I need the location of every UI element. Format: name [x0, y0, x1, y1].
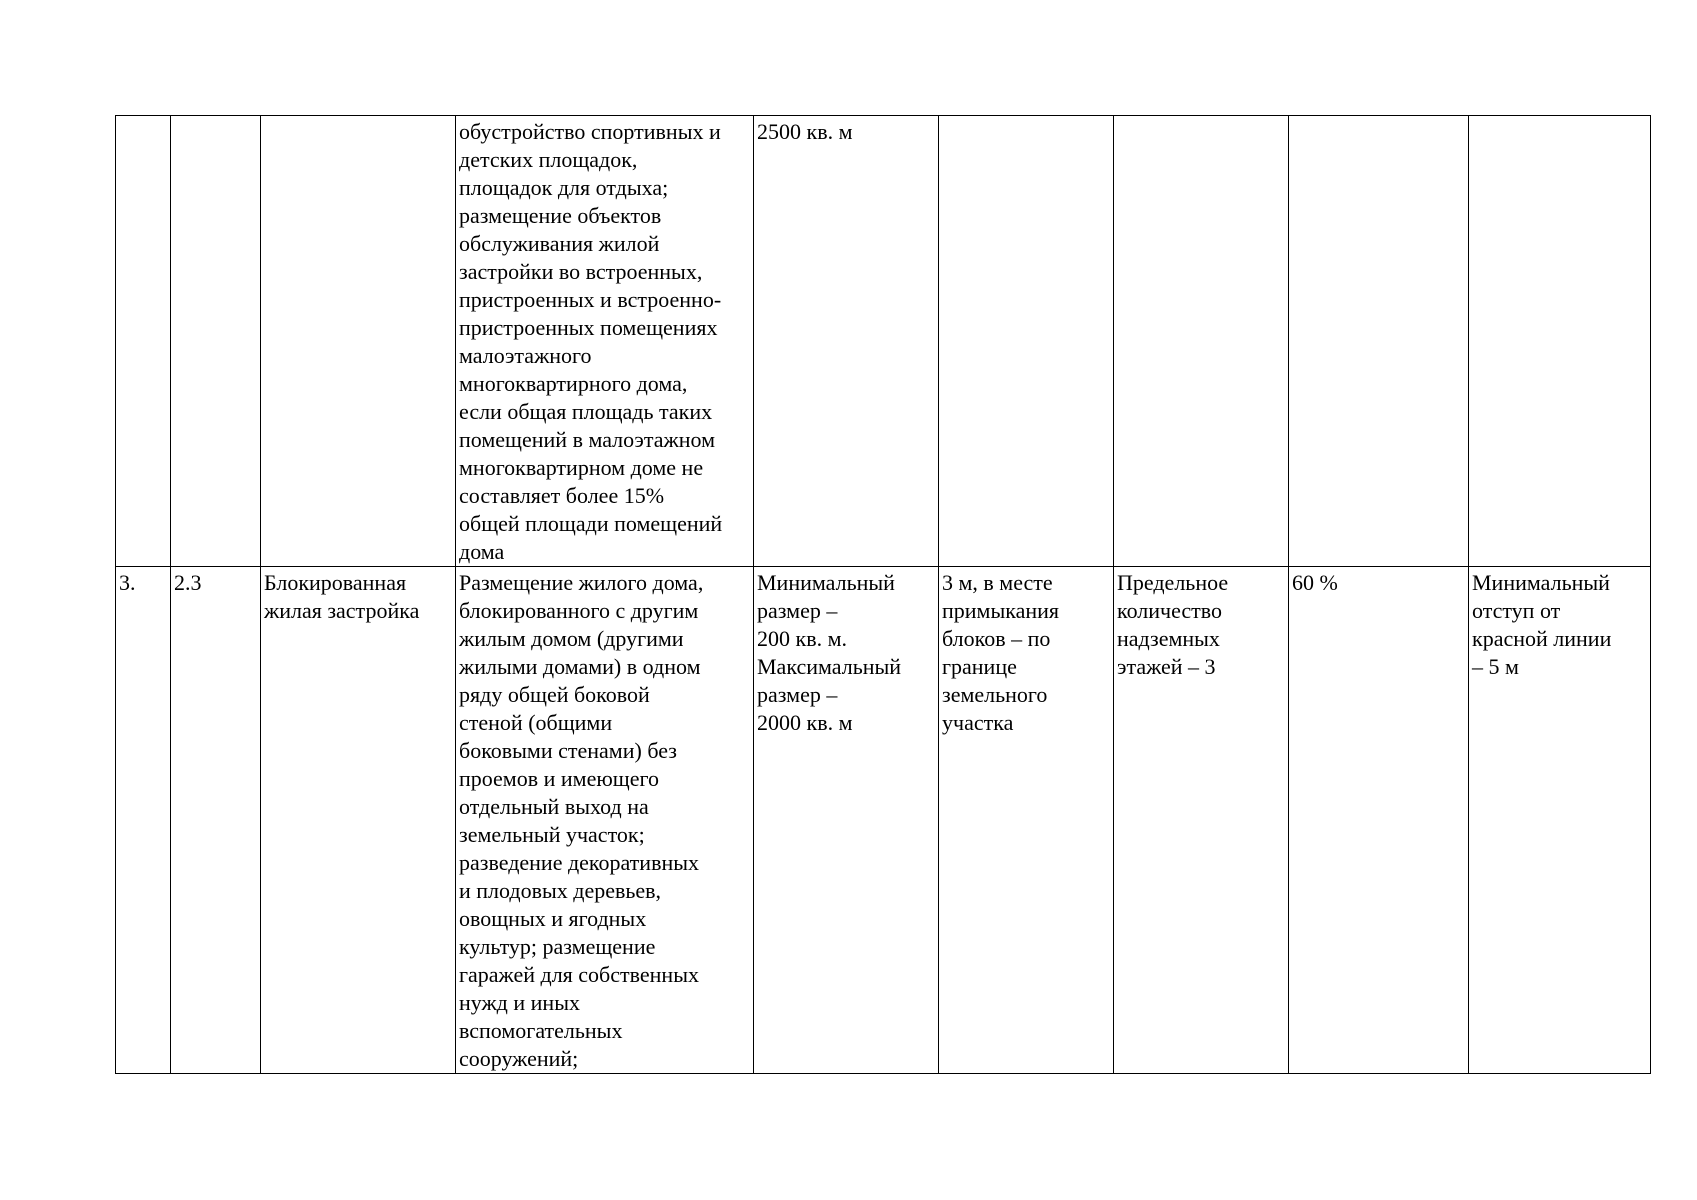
- cell-floors: [1114, 116, 1289, 567]
- text-line: помещений в малоэтажном: [459, 427, 715, 452]
- text-line: блоков – по: [942, 626, 1051, 651]
- text-line: пристроенных и встроенно-: [459, 287, 722, 312]
- cell-use-name: [261, 116, 456, 567]
- cell-floors: [1114, 567, 1289, 1074]
- cell-number: [116, 116, 171, 567]
- text-line: проемов и имеющего: [459, 766, 659, 791]
- cell-coverage: [1289, 567, 1469, 1074]
- text-line: овощных и ягодных: [459, 906, 647, 931]
- text-line: жилыми домами) в одном: [459, 654, 701, 679]
- text-line: границе: [942, 654, 1017, 679]
- text-line: Максимальный: [757, 654, 902, 679]
- text-line: отдельный выход на: [459, 794, 649, 819]
- cell-number: 3.: [116, 567, 171, 1074]
- text-line: застройки во встроенных,: [459, 259, 703, 284]
- text-line: количество: [1117, 598, 1223, 623]
- table-row: [116, 567, 1651, 1074]
- text-line: жилая застройка: [264, 598, 420, 623]
- text-line: вспомогательных: [459, 1018, 623, 1043]
- text-line: размещение объектов: [459, 203, 662, 228]
- table-body: [116, 116, 1651, 1074]
- text-line: Минимальный: [1472, 570, 1610, 595]
- text-line: размер –: [757, 682, 838, 707]
- table-row: [116, 116, 1651, 567]
- cell-use-description: [456, 116, 754, 567]
- cell-use-description: [456, 567, 754, 1074]
- text-line: 2000 кв. м: [757, 710, 853, 735]
- text-line: малоэтажного: [459, 343, 592, 368]
- cell-setback: [939, 567, 1114, 1074]
- text-line: 3 м, в месте: [942, 570, 1053, 595]
- text-line: Размещение жилого дома,: [459, 570, 704, 595]
- text-line: – 5 м: [1472, 654, 1519, 679]
- text-line: 200 кв. м.: [757, 626, 847, 651]
- text-line: Блокированная: [264, 570, 407, 595]
- text-line: земельный участок;: [459, 822, 645, 847]
- cell-setback: [939, 116, 1114, 567]
- text-line: нужд и иных: [459, 990, 580, 1015]
- cell-coverage: [1289, 116, 1469, 567]
- text-line: отступ от: [1472, 598, 1561, 623]
- text-line: Минимальный: [757, 570, 895, 595]
- text-line: пристроенных помещениях: [459, 315, 718, 340]
- text-line: ряду общей боковой: [459, 682, 650, 707]
- text-line: общей площади помещений: [459, 511, 723, 536]
- text-line: жилым домом (другими: [459, 626, 684, 651]
- text-line: разведение декоративных: [459, 850, 700, 875]
- text-line: боковыми стенами) без: [459, 738, 677, 763]
- cell-plot-size: [754, 567, 939, 1074]
- text-line: многоквартирного дома,: [459, 371, 688, 396]
- cell-code: [171, 116, 261, 567]
- text-line: обустройство спортивных и: [459, 119, 721, 144]
- cell-plot-size: [754, 116, 939, 567]
- cell-red-line-indent: [1469, 567, 1651, 1074]
- text-line: сооружений;: [459, 1046, 579, 1071]
- text-line: Предельное: [1117, 570, 1229, 595]
- text-line: надземных: [1117, 626, 1220, 651]
- text-line: 2500 кв. м: [757, 119, 853, 144]
- text-line: блокированного с другим: [459, 598, 699, 623]
- text-line: земельного: [942, 682, 1048, 707]
- text-line: гаражей для собственных: [459, 962, 699, 987]
- cell-code: 2.3: [171, 567, 261, 1074]
- text-line: если общая площадь таких: [459, 399, 713, 424]
- text-line: примыкания: [942, 598, 1060, 623]
- text-line: культур; размещение: [459, 934, 656, 959]
- text-line: составляет более 15%: [459, 483, 665, 508]
- text-line: участка: [942, 710, 1014, 735]
- text-line: площадок для отдыха;: [459, 175, 669, 200]
- text-line: красной линии: [1472, 626, 1612, 651]
- text-line: стеной (общими: [459, 710, 613, 735]
- text-line: 60 %: [1292, 570, 1338, 595]
- text-line: дома: [459, 539, 505, 564]
- text-line: многоквартирном доме не: [459, 455, 704, 480]
- text-line: детских площадок,: [459, 147, 638, 172]
- cell-red-line-indent: [1469, 116, 1651, 567]
- text-line: и плодовых деревьев,: [459, 878, 662, 903]
- text-line: размер –: [757, 598, 838, 623]
- text-line: обслуживания жилой: [459, 231, 660, 256]
- text-line: этажей – 3: [1117, 654, 1216, 679]
- cell-use-name: [261, 567, 456, 1074]
- zoning-regulations-table: [115, 115, 1651, 1074]
